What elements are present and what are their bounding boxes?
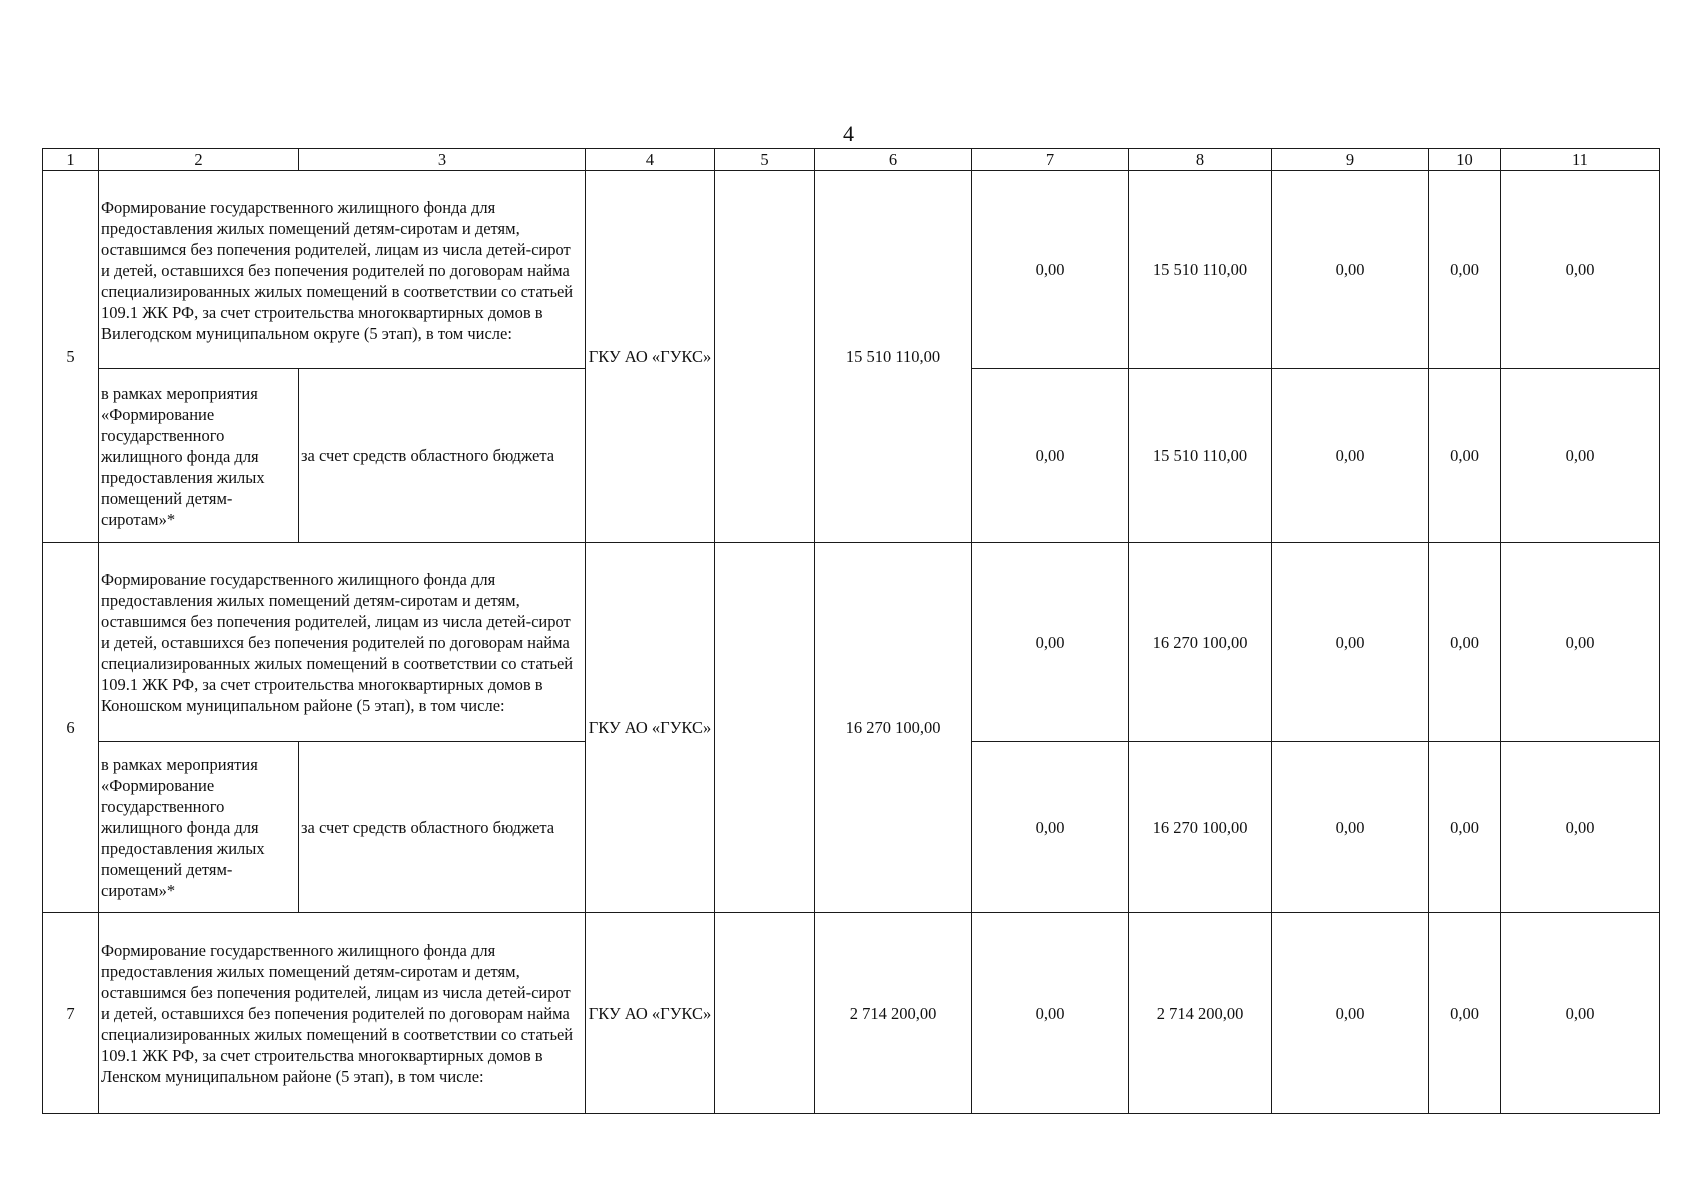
column-number: 8 <box>1129 149 1272 171</box>
row-description: Формирование государственного жилищного фонда для предоставления жилых помещений детям-сиротам и детям, оставшимся без попечения родителей, лицам из числа детей-сирот и детей, оставшихся без попечения родителей по договорам найма специализированных жилых помещений в соответствии со статьей 109.1 ЖК РФ, за счет строительства многоквартирных домов в Коношском муниципальном районе (5 этап), в том числе: <box>99 543 586 742</box>
column-number: 11 <box>1501 149 1660 171</box>
column-number: 5 <box>715 149 815 171</box>
value-cell: 0,00 <box>1272 369 1429 543</box>
table-row <box>43 543 1660 742</box>
column-number: 1 <box>43 149 99 171</box>
value-cell: 0,00 <box>972 543 1129 742</box>
page-number: 4 <box>843 121 854 146</box>
executor-cell: ГКУ АО «ГУКС» <box>586 543 715 913</box>
value-cell: 0,00 <box>1501 742 1660 913</box>
row-number: 7 <box>43 913 99 1114</box>
funding-source-cell: за счет средств областного бюджета <box>299 369 586 543</box>
total-cell: 15 510 110,00 <box>815 171 972 543</box>
row-description: Формирование государственного жилищного фонда для предоставления жилых помещений детям-сиротам и детям, оставшимся без попечения родителей, лицам из числа детей-сирот и детей, оставшихся без попечения родителей по договорам найма специализированных жилых помещений в соответствии со статьей 109.1 ЖК РФ, за счет строительства многоквартирных домов в Вилегодском муниципальном округе (5 этап), в том числе: <box>99 171 586 369</box>
executor-cell: ГКУ АО «ГУКС» <box>586 171 715 543</box>
value-cell: 0,00 <box>1501 543 1660 742</box>
column-number-row <box>43 149 1660 171</box>
value-cell: 0,00 <box>972 742 1129 913</box>
value-cell: 0,00 <box>1429 369 1501 543</box>
value-cell: 0,00 <box>1429 742 1501 913</box>
value-cell: 2 714 200,00 <box>1129 913 1272 1114</box>
value-cell: 0,00 <box>1501 171 1660 369</box>
value-cell: 0,00 <box>1429 913 1501 1114</box>
value-cell: 0,00 <box>1501 369 1660 543</box>
value-cell: 16 270 100,00 <box>1129 543 1272 742</box>
column-number: 7 <box>972 149 1129 171</box>
column-number: 6 <box>815 149 972 171</box>
col5-cell <box>715 913 815 1114</box>
value-cell: 0,00 <box>1501 913 1660 1114</box>
activity-cell: в рамках мероприятия «Формирование государственного жилищного фонда для предоставления жилых помещений детям-сиротам»* <box>99 369 299 543</box>
total-cell: 2 714 200,00 <box>815 913 972 1114</box>
value-cell: 0,00 <box>972 171 1129 369</box>
table-row <box>43 913 1660 1114</box>
column-number: 3 <box>299 149 586 171</box>
row-number: 6 <box>43 543 99 913</box>
col5-cell <box>715 171 815 543</box>
value-cell: 0,00 <box>972 369 1129 543</box>
value-cell: 0,00 <box>972 913 1129 1114</box>
value-cell: 0,00 <box>1429 171 1501 369</box>
table-row <box>43 171 1660 369</box>
column-number: 4 <box>586 149 715 171</box>
row-number: 5 <box>43 171 99 543</box>
activity-cell: в рамках мероприятия «Формирование государственного жилищного фонда для предоставления жилых помещений детям-сиротам»* <box>99 742 299 913</box>
value-cell: 16 270 100,00 <box>1129 742 1272 913</box>
value-cell: 0,00 <box>1429 543 1501 742</box>
value-cell: 15 510 110,00 <box>1129 171 1272 369</box>
value-cell: 15 510 110,00 <box>1129 369 1272 543</box>
executor-cell: ГКУ АО «ГУКС» <box>586 913 715 1114</box>
column-number: 9 <box>1272 149 1429 171</box>
value-cell: 0,00 <box>1272 171 1429 369</box>
value-cell: 0,00 <box>1272 543 1429 742</box>
total-cell: 16 270 100,00 <box>815 543 972 913</box>
column-number: 10 <box>1429 149 1501 171</box>
value-cell: 0,00 <box>1272 742 1429 913</box>
col5-cell <box>715 543 815 913</box>
budget-table <box>42 148 1660 1114</box>
column-number: 2 <box>99 149 299 171</box>
funding-source-cell: за счет средств областного бюджета <box>299 742 586 913</box>
row-description: Формирование государственного жилищного фонда для предоставления жилых помещений детям-сиротам и детям, оставшимся без попечения родителей, лицам из числа детей-сирот и детей, оставшихся без попечения родителей по договорам найма специализированных жилых помещений в соответствии со статьей 109.1 ЖК РФ, за счет строительства многоквартирных домов в Ленском муниципальном районе (5 этап), в том числе: <box>99 913 586 1114</box>
value-cell: 0,00 <box>1272 913 1429 1114</box>
